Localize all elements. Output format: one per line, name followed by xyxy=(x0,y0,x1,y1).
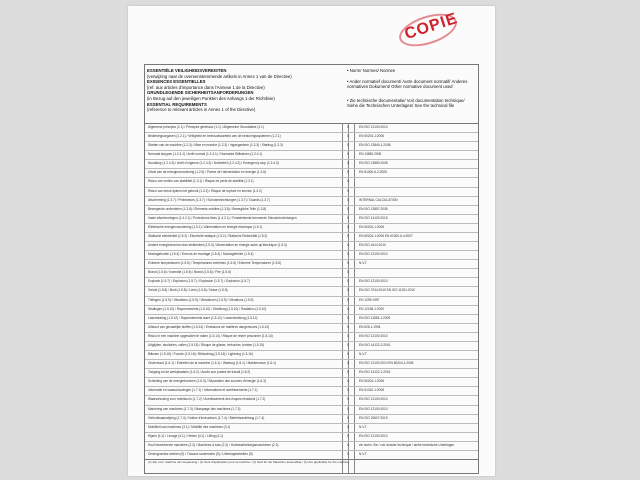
standard-reference: EN ISO 12100:2010 xyxy=(359,433,388,438)
requirement-text: Risico van verlies van stabiliteit (1.3.1) / Risque de perte de stabilité (1.3.1) xyxy=(148,179,254,184)
standard-reference: EN ISO 14122-1:2001 xyxy=(359,370,391,375)
applicable-mark: X xyxy=(346,315,350,320)
requirement-text: Risico in een machine opgesloten te raken (1.5.14) / Risque de rester prisonnier (1.5.14) xyxy=(148,333,273,338)
standard-reference: EN ISO 20607:2019 xyxy=(359,415,388,420)
standard-reference: EN ISO 3744:2010 EN ISO 11201:2010 xyxy=(359,288,415,293)
requirement-text: Laserstraling (1.5.12) / Rayonnements laser (1.5.12) / Laserstrahlung (1.5.12) xyxy=(148,315,258,320)
standard-reference: EN ISO 4414:2010 xyxy=(359,243,386,248)
table-footer: (1) Zijn voor machine van toepassing / (1) Sont d'application pour la machine / (1) Sind für die Maschine anwendbar / (1) Are applicable for the machine xyxy=(145,459,478,473)
requirement-text: Geluid (1.5.8) / Bruit (1.5.8) / Lärm (1.5.8) / Noise (1.5.8) xyxy=(148,288,228,293)
applicable-mark: X xyxy=(346,206,350,211)
applicable-mark: X xyxy=(346,243,350,248)
applicable-mark: X xyxy=(346,442,350,447)
requirements-table xyxy=(144,64,479,474)
stamp-text: COPIE xyxy=(402,9,460,44)
requirement-text: Uitstoot van gevaarlijke stoffen (1.5.13) / Emissions de matières dangereuses (1.5.13) xyxy=(148,324,270,329)
standard-reference: EN ISO 12100:2010 xyxy=(359,279,388,284)
standard-reference: EN 1299:1997 xyxy=(359,297,380,302)
standard-reference: EN ISO 14120:2015 xyxy=(359,215,388,220)
standard-reference: EN 13850:2008 xyxy=(359,152,382,157)
applicable-mark: X xyxy=(346,352,350,357)
standard-reference: N.V.T. xyxy=(359,451,368,456)
standard-reference: INTERNAL CALCULATION xyxy=(359,197,398,202)
requirement-text: Brand (1.5.6) / Incendie (1.5.6) / Brand (1.5.6) / Fire (1.5.6) xyxy=(148,270,231,275)
applicable-mark: X xyxy=(346,297,350,302)
standard-reference: EN ISO 11553-1:2009 xyxy=(359,315,391,320)
applicable-mark: X xyxy=(346,125,350,129)
applicable-mark: X xyxy=(346,279,350,284)
applicable-mark: X xyxy=(346,134,350,139)
requirement-text: Waarschuwing voor restrisico's (1.7.2) / Avertissement des risques résiduels (1.7.2) xyxy=(148,397,266,402)
applicable-mark: X xyxy=(346,233,350,238)
applicable-mark: X xyxy=(346,306,350,311)
requirement-text: Mobiliteit van machines (3.1) / Mobilité des machines (3.1) xyxy=(148,424,231,429)
requirement-text: Bedieningsorganen (1.2.1) / Veiligheid en betrouwbaarheid van de besturingssystemen (1.2.1) xyxy=(148,134,281,139)
applicable-mark: X xyxy=(346,424,350,429)
applicable-mark: X xyxy=(346,333,350,338)
applicable-mark: X xyxy=(346,406,350,411)
requirement-text: Bliksem (1.5.16) / Foudre (1.5.16) / Blitzschlag (1.5.16) / Lightning (1.5.16) xyxy=(148,352,253,357)
header-left-line: ESSENTIËLE VEILIGHEIDSVEREISTEN xyxy=(147,68,227,73)
requirement-text: Afscherming (1.3.7) / Protecteurs (1.3.7) / Schutzeinrichtungen (1.3.7) / Guards (1.3.7) xyxy=(148,197,270,202)
table-header xyxy=(145,65,478,124)
requirement-text: Trillingen (1.5.9) / Vibrations (1.5.9) / Vibrationen (1.5.9) / Vibrations (1.5.9) xyxy=(148,297,254,302)
standard-reference: EN 12198-1:2000 xyxy=(359,306,384,311)
header-right-line: • Zie technische documentatie/ Voir documentation technique/ Siehe die Technischen Unterlagen/ See the technical file xyxy=(347,98,465,108)
standard-reference: EN ISO 12100:2010 xyxy=(359,252,388,257)
header-left-line: EXIGENCES ESSENTIELLES xyxy=(147,79,206,85)
requirement-text: Extreme temperaturen (1.5.5) / Températures extrêmes (1.5.5) / Extreme Temperaturen (1.5.5) xyxy=(148,261,282,266)
standard-reference: EN 60204-1:2006 xyxy=(359,134,384,139)
applicable-mark: X xyxy=(346,451,350,456)
requirement-text: Stralingen (1.5.10) / Rayonnements (1.5.10) / Strahlung (1.5.10) / Radiation (1.5.10) xyxy=(148,306,267,311)
header-left-line: (in Bezug auf den jeweiligen Punkten des Anhangs 1 der Richtlinie) xyxy=(147,95,275,101)
applicable-mark: X xyxy=(346,197,350,202)
applicable-mark: X xyxy=(346,224,350,229)
standard-reference: EN 61000-6-2:2005 xyxy=(359,170,387,175)
applicable-mark: X xyxy=(346,270,350,275)
applicable-mark: X xyxy=(346,433,350,438)
applicable-mark: X xyxy=(346,143,350,148)
requirement-text: Hijsen (4.1) / Levage (4.1) / Heben (4.1) / Lifting (4.1) xyxy=(148,433,223,438)
requirement-text: Uitglijden, struikelen, vallen (1.5.15) / Risque de glisser, trébucher, tomber (1.5.15) xyxy=(148,342,265,347)
header-left-line: (ref. aux articles d'importance dans l'Annexe 1 de la Directive) xyxy=(147,84,265,90)
standard-reference: zie techn. file / voir dossier technique / siehe technische Unterlagen xyxy=(359,442,455,447)
applicable-mark: X xyxy=(346,361,350,366)
requirement-text: Bewegende onderdelen (1.3.8) / Eléments mobiles (1.3.8) / Bewegliche Teile (1.3.8) xyxy=(148,206,267,211)
standard-reference: EN ISO 12100:2010 xyxy=(359,125,388,129)
applicable-mark: X xyxy=(346,370,350,375)
requirement-text: Explosie (1.5.7) / Explosion (1.5.7) / Explosion (1.5.7) / Explosion (1.5.7) xyxy=(148,279,250,284)
requirement-text: Hout bewerkende machines (2.3) / Machines à bois (2.3) / Holzbearbeitungsmaschinen (2.3) xyxy=(148,442,279,447)
standard-reference: EN ISO 12100:2010 EN 60204-1:2006 xyxy=(359,361,414,366)
standard-reference: N.V.T. xyxy=(359,261,368,266)
standard-reference: EN 60204-1:2006 xyxy=(359,379,384,384)
standard-reference: EN ISO 13857:2008 xyxy=(359,206,388,211)
requirement-text: Andere energiebronnen dan elektriciteit (1.5.3) / Alimentation en énergie autre qu'électrique (1.5.3) xyxy=(148,243,287,248)
applicable-mark: X xyxy=(346,188,350,193)
applicable-mark: X xyxy=(346,170,350,175)
requirement-text: Statische elektriciteit (1.5.2) / Electricité statique (1.5.2) / Statische Elektrizität (1.5.2) xyxy=(148,233,268,238)
standard-reference: EN ISO 13849-1:2008 xyxy=(359,143,391,148)
header-left-line: (verwijzing naar de overeenstemmende artikels in Annex 1 van de Directive) xyxy=(147,73,292,79)
standard-reference: EN ISO 14122-2:2001 xyxy=(359,342,391,347)
applicable-mark: X xyxy=(346,379,350,384)
applicable-mark: X xyxy=(346,215,350,220)
standard-reference: EN 60204-1:2006 EN 61000-6-4:2007 xyxy=(359,233,413,238)
header-left-line: (reference to relevant articles in Annex 1 of the Directive) xyxy=(147,107,256,113)
document-page xyxy=(128,6,495,476)
header-left xyxy=(147,68,332,113)
applicable-mark: X xyxy=(346,252,350,257)
requirement-text: Elektrische energievoorziening (1.5.1) / Alimentation en énergie électrique (1.5.1) xyxy=(148,224,263,229)
applicable-mark: X xyxy=(346,179,350,184)
requirement-text: Onderhoud (1.6.1) / Entretien de la machine (1.6.1) / Wartung (1.6.1) / Maintenance (1.6.1) xyxy=(148,361,276,366)
header-left-line: GRUNDLEGENDE SICHERHEITSANFORDERUNGEN xyxy=(147,90,254,96)
applicable-mark: X xyxy=(346,415,350,420)
applicable-mark: X xyxy=(346,288,350,293)
copy-stamp xyxy=(396,6,460,46)
standard-reference: N.V.T. xyxy=(359,424,368,429)
header-right xyxy=(345,65,476,123)
requirement-text: Noodstop (1.2.4.3) / Arrêt d'urgence (1.2.4.3) / Notbefehl (1.2.4.3) / Emergency stop (1.2.4.3) xyxy=(148,161,279,166)
requirement-text: Scheiding van de energiebronnen (1.6.3) / Séparation des sources d'énergie (1.6.3) xyxy=(148,379,266,384)
requirement-text: Uitval van de energievoorziening (1.2.6) / Panne de l'alimentation en énergie (1.2.6) xyxy=(148,170,267,175)
requirement-text: Vaste afschermingen (1.4.2.1) / Protecteurs fixes (1.4.2.1) / Feststehende trennende Schutzeinrichtungen xyxy=(148,215,297,220)
applicable-mark: X xyxy=(346,261,350,266)
requirement-text: Markering van machines (1.7.3) / Marquage des machines (1.7.3) xyxy=(148,406,241,411)
requirement-text: Montagefouten (1.5.4) / Erreurs de montage (1.5.4) / Montagefehler (1.5.4) xyxy=(148,252,254,257)
requirement-text: Ondergrondse werken (5) / Travaux souterrains (5) / Untertagearbeiten (5) xyxy=(148,451,253,456)
requirement-text: Toegang tot de werkplaatsen (1.6.2) / Accès aux postes de travail (1.6.2) xyxy=(148,370,251,375)
standard-reference: EN ISO 12100:2010 xyxy=(359,406,388,411)
header-right-line: • Norm/ Normes/ Normen xyxy=(347,68,396,73)
applicable-mark: X xyxy=(346,324,350,329)
applicable-mark: X xyxy=(346,388,350,393)
applicable-mark: X xyxy=(346,161,350,166)
requirement-text: Starten van de machine (1.2.3) / Mise en marche (1.2.3) / Ingangsetzen (1.2.3) / Starting (1.2.3) xyxy=(148,143,283,148)
header-right-line: • Ander normatief document/ Autre document normatif/ Anderes normatives Dokument/ Other normative document used xyxy=(347,79,468,89)
standard-reference: EN ISO 12100:2010 xyxy=(359,333,388,338)
requirement-text: Algemene principes (1.1) / Principes généraux (1.1) / Allgemeine Grundsätze (1.1) xyxy=(148,125,264,129)
applicable-mark: X xyxy=(346,342,350,347)
requirement-text: Informatie en waarschuwingen (1.7.1) / Informations et avertissements (1.7.1) xyxy=(148,388,258,393)
applicable-mark: X xyxy=(346,397,350,402)
requirement-text: Risico van breuk tijdens het gebruik (1.3.2) / Risque de rupture en service (1.3.2) xyxy=(148,188,262,193)
standard-reference: EN 61310-1:2008 xyxy=(359,388,384,393)
standard-reference: EN ISO 13850:2008 xyxy=(359,161,388,166)
applicable-mark: X xyxy=(346,152,350,157)
standard-reference: N.V.T. xyxy=(359,352,368,357)
standard-reference: EN ISO 12100:2010 xyxy=(359,397,388,402)
standard-reference: EN 626-1:1994 xyxy=(359,324,381,329)
requirement-text: Normaal stoppen (1.2.4.1) / Arrêt normal (1.2.4.1) / Normales Stillsetzen (1.2.4.1) xyxy=(148,152,263,157)
requirement-text: Gebruiksaanwijzing (1.7.4) / Notice d'instructions (1.7.4) / Betriebsanleitung (1.7.4) xyxy=(148,415,265,420)
standard-reference: EN 60204-1:2006 xyxy=(359,224,384,229)
header-left-line: ESSENTIAL REQUIREMENTS xyxy=(147,101,207,107)
